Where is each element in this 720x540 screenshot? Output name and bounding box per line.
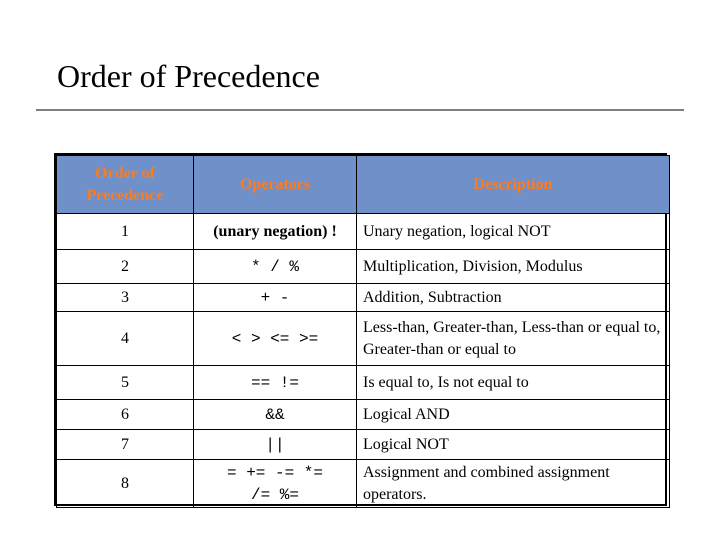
operators-cell: ||	[194, 430, 357, 460]
description-cell: Unary negation, logical NOT	[357, 214, 670, 250]
header-operators: Operators	[194, 156, 357, 214]
description-cell: Logical AND	[357, 400, 670, 430]
header-description: Description	[357, 156, 670, 214]
operators-cell: + -	[194, 284, 357, 312]
operators-cell: < > <= >=	[194, 312, 357, 366]
table-row	[57, 312, 670, 366]
description-cell: Multiplication, Division, Modulus	[357, 250, 670, 284]
description-cell: Assignment and combined assignment operators.	[357, 460, 670, 508]
table-row	[57, 284, 670, 312]
operators-cell: = += -= *= /= %=	[194, 460, 357, 508]
table-header-row	[57, 156, 670, 214]
operators-cell: &&	[194, 400, 357, 430]
table-row	[57, 366, 670, 400]
title-divider	[36, 109, 684, 111]
description-cell: Addition, Subtraction	[357, 284, 670, 312]
rank-cell: 2	[57, 250, 194, 284]
precedence-table	[54, 153, 667, 506]
table-row	[57, 460, 670, 508]
rank-cell: 3	[57, 284, 194, 312]
rank-cell: 8	[57, 460, 194, 508]
description-cell: Less-than, Greater-than, Less-than or equal to, Greater-than or equal to	[357, 312, 670, 366]
rank-cell: 1	[57, 214, 194, 250]
rank-cell: 6	[57, 400, 194, 430]
operators-cell: == !=	[194, 366, 357, 400]
table-row	[57, 214, 670, 250]
operators-cell: (unary negation) !	[194, 214, 357, 250]
table-row	[57, 250, 670, 284]
header-rank: Order of Precedence	[57, 156, 194, 214]
description-cell: Logical NOT	[357, 430, 670, 460]
rank-cell: 4	[57, 312, 194, 366]
table-row	[57, 400, 670, 430]
slide-title: Order of Precedence	[57, 58, 320, 94]
rank-cell: 5	[57, 366, 194, 400]
description-cell: Is equal to, Is not equal to	[357, 366, 670, 400]
table-row	[57, 430, 670, 460]
rank-cell: 7	[57, 430, 194, 460]
operators-cell: * / %	[194, 250, 357, 284]
